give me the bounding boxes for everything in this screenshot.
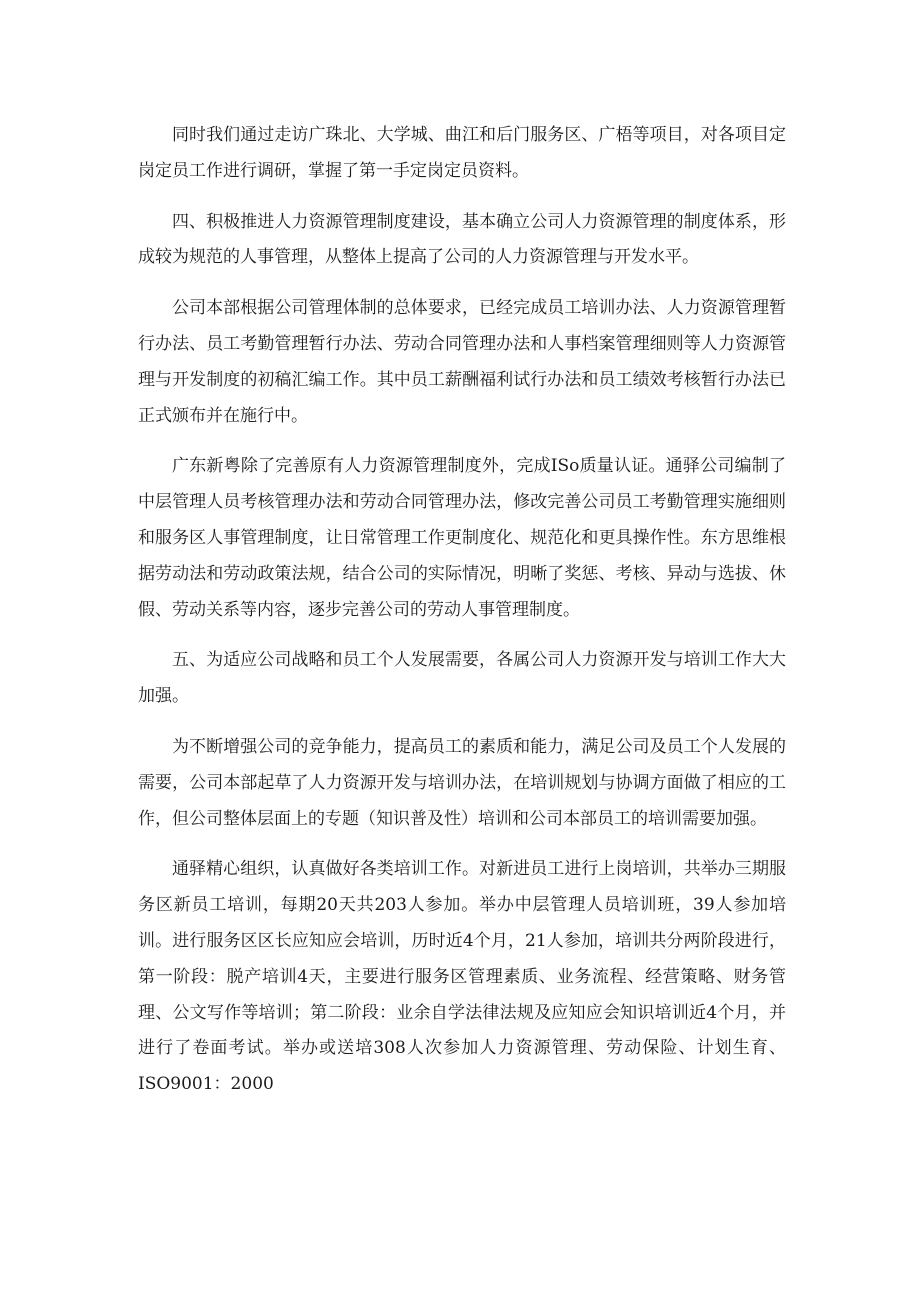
paragraph-tongyi-training: 通驿精心组织，认真做好各类培训工作。对新进员工进行上岗培训，共举办三期服务区新员工培训，每期20天共203人参加。举办中层管理人员培训班，39人参加培训。进行服务区区长应知应会培训，历时近4个月，21人参加，培训共分两阶段进行，第一阶段：脱产培训4天，主要进行服务区管理素质、业务流程、经营策略、财务管理、公文写作等培训；第二阶段：业余自学法律法规及应知应会知识培训近4个月，并进行了卷面考试。举办或送培308人次参加人力资源管理、劳动保险、计划生育、ISO9001：2000	[138, 859, 786, 1095]
document-body	[138, 118, 786, 1103]
paragraph-section-four-heading: 四、积极推进人力资源管理制度建设，基本确立公司人力资源管理的制度体系，形成较为规范的人事管理，从整体上提高了公司的人力资源管理与开发水平。	[138, 211, 786, 268]
paragraph-subsidiary-regulations: 广东新粤除了完善原有人力资源管理制度外，完成ISo质量认证。通驿公司编制了中层管理人员考核管理办法和劳动合同管理办法，修改完善公司员工考勤管理实施细则和服务区人事管理制度，让日常管理工作更制度化、规范化和更具操作性。东方思维根据劳动法和劳动政策法规，结合公司的实际情况，明晰了奖惩、考核、异动与选拔、休假、劳动关系等内容，逐步完善公司的劳动人事管理制度。	[138, 456, 786, 620]
paragraph-field-research: 同时我们通过走访广珠北、大学城、曲江和后门服务区、广梧等项目，对各项目定岗定员工作进行调研，掌握了第一手定岗定员资料。	[138, 125, 786, 181]
paragraph-competitiveness-training: 为不断增强公司的竞争能力，提高员工的素质和能力，满足公司及员工个人发展的需要，公司本部起草了人力资源开发与培训办法，在培训规划与协调方面做了相应的工作，但公司整体层面上的专题（知识普及性）培训和公司本部员工的培训需要加强。	[138, 736, 786, 829]
paragraph-headquarters-regulations: 公司本部根据公司管理体制的总体要求，已经完成员工培训办法、人力资源管理暂行办法、员工考勤管理暂行办法、劳动合同管理办法和人事档案管理细则等人力资源管理与开发制度的初稿汇编工作。其中员工薪酬福利试行办法和员工绩效考核暂行办法已正式颁布并在施行中。	[138, 298, 786, 426]
paragraph-section-five-heading: 五、为适应公司战略和员工个人发展需要，各属公司人力资源开发与培训工作大大加强。	[138, 650, 786, 707]
